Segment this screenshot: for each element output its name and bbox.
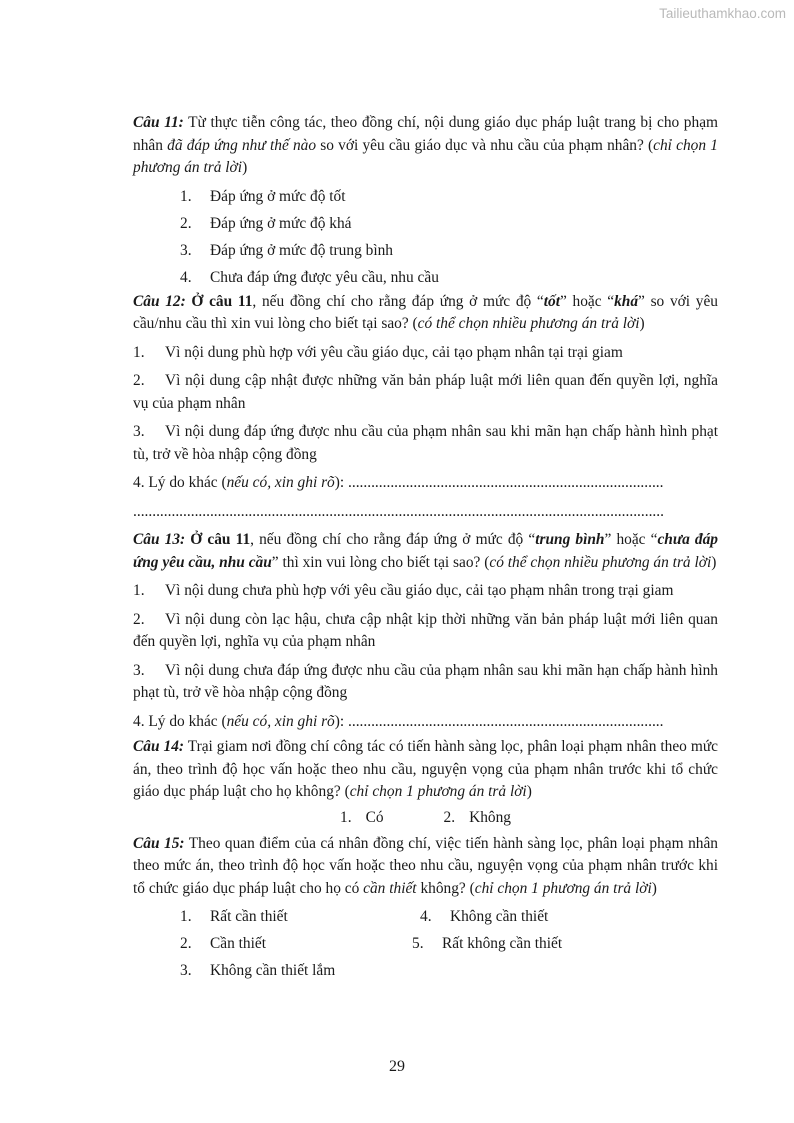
option-item: 3. Đáp ứng ở mức độ trung bình <box>180 241 393 259</box>
question-13: Câu 13: Ở câu 11, nếu đồng chí cho rằng đáp ứng ở mức độ “trung bình” hoặc “chưa đáp ứng yêu cầu, nhu cầu” thì xin vui lòng cho biết tại sao? (có thể chọn nhiều phương án trả lời) <box>133 531 718 571</box>
option-item: 4. Không cần thiết <box>420 908 549 925</box>
question-14: Câu 14: Trại giam nơi đồng chí công tác có tiến hành sàng lọc, phân loại phạm nhân theo mức án, theo trình độ học vấn hoặc theo nhu cầu, nguyện vọng của phạm nhân trước khi tổ chức giáo dục pháp luật cho họ không? (chỉ chọn 1 phương án trả lời) <box>133 738 718 800</box>
question-11: Câu 11: Từ thực tiễn công tác, theo đồng chí, nội dung giáo dục pháp luật trang bị cho phạm nhân đã đáp ứng như thế nào so với yêu cầu giáo dục và nhu cầu của phạm nhân? (chỉ chọn 1 phương án trả lời) <box>133 114 719 176</box>
page-number: 29 <box>389 1058 405 1075</box>
option-item: 4. Chưa đáp ứng được yêu cầu, nhu cầu <box>180 268 439 286</box>
answer-dotted-line: .......................................................................................................................................... <box>133 502 664 520</box>
question-11-options <box>133 186 718 289</box>
other-reason-line: 4. Lý do khác (nếu có, xin ghi rõ): .................................................................................. <box>133 712 664 730</box>
reason-item: 3. Vì nội dung chưa đáp ứng được nhu cầu của phạm nhân sau khi mãn hạn chấp hành hình phạt tù, trở về hòa nhập cộng đồng <box>133 661 718 701</box>
reason-item: 2. Vì nội dung còn lạc hậu, chưa cập nhật kịp thời những văn bản pháp luật mới liên quan đến quyền lợi, nghĩa vụ của phạm nhân <box>133 610 718 650</box>
other-reason-line: 4. Lý do khác (nếu có, xin ghi rõ): .................................................................................. <box>133 474 664 491</box>
document-body <box>133 112 718 987</box>
reason-item: 3. Vì nội dung đáp ứng được nhu cầu của phạm nhân sau khi mãn hạn chấp hành hình phạt tù, trở về hòa nhập cộng đồng <box>133 423 718 463</box>
reason-item: 1. Vì nội dung chưa phù hợp với yêu cầu giáo dục, cải tạo phạm nhân trong trại giam <box>133 582 674 599</box>
question-15: Câu 15: Theo quan điểm của cá nhân đồng chí, việc tiến hành sàng lọc, phân loại phạm nhân theo mức án, theo trình độ học vấn hoặc theo nhu cầu, nguyện vọng của phạm nhân trước khi tổ chức giáo dục pháp luật cho họ có cần thiết không? (chỉ chọn 1 phương án trả lời) <box>133 834 718 897</box>
option-item: 1. Rất cần thiết <box>180 908 288 925</box>
question-15-options <box>133 906 718 982</box>
reason-item: 1. Vì nội dung phù hợp với yêu cầu giáo dục, cải tạo phạm nhân tại trại giam <box>133 343 623 361</box>
reason-item: 2. Vì nội dung cập nhật được những văn bản pháp luật mới liên quan đến quyền lợi, nghĩa vụ của phạm nhân <box>133 372 718 412</box>
option-item: 5. Rất không cần thiết <box>412 935 563 952</box>
question-14-options <box>133 807 718 829</box>
watermark: Tailieuthamkhao.com <box>659 6 786 21</box>
option-item: 2. Đáp ứng ở mức độ khá <box>180 214 352 232</box>
option-item: 2. Không <box>443 808 511 826</box>
option-item: 1. Có <box>340 808 384 826</box>
option-item: 3. Không cần thiết lắm <box>180 962 336 979</box>
question-12: Câu 12: Ở câu 11, nếu đồng chí cho rằng đáp ứng ở mức độ “tốt” hoặc “khá” so với yêu cầu/nhu cầu thì xin vui lòng cho biết tại sao? (có thể chọn nhiều phương án trả lời) <box>133 292 718 332</box>
option-item: 2. Cần thiết <box>180 935 266 952</box>
option-item: 1. Đáp ứng ở mức độ tốt <box>180 187 346 205</box>
